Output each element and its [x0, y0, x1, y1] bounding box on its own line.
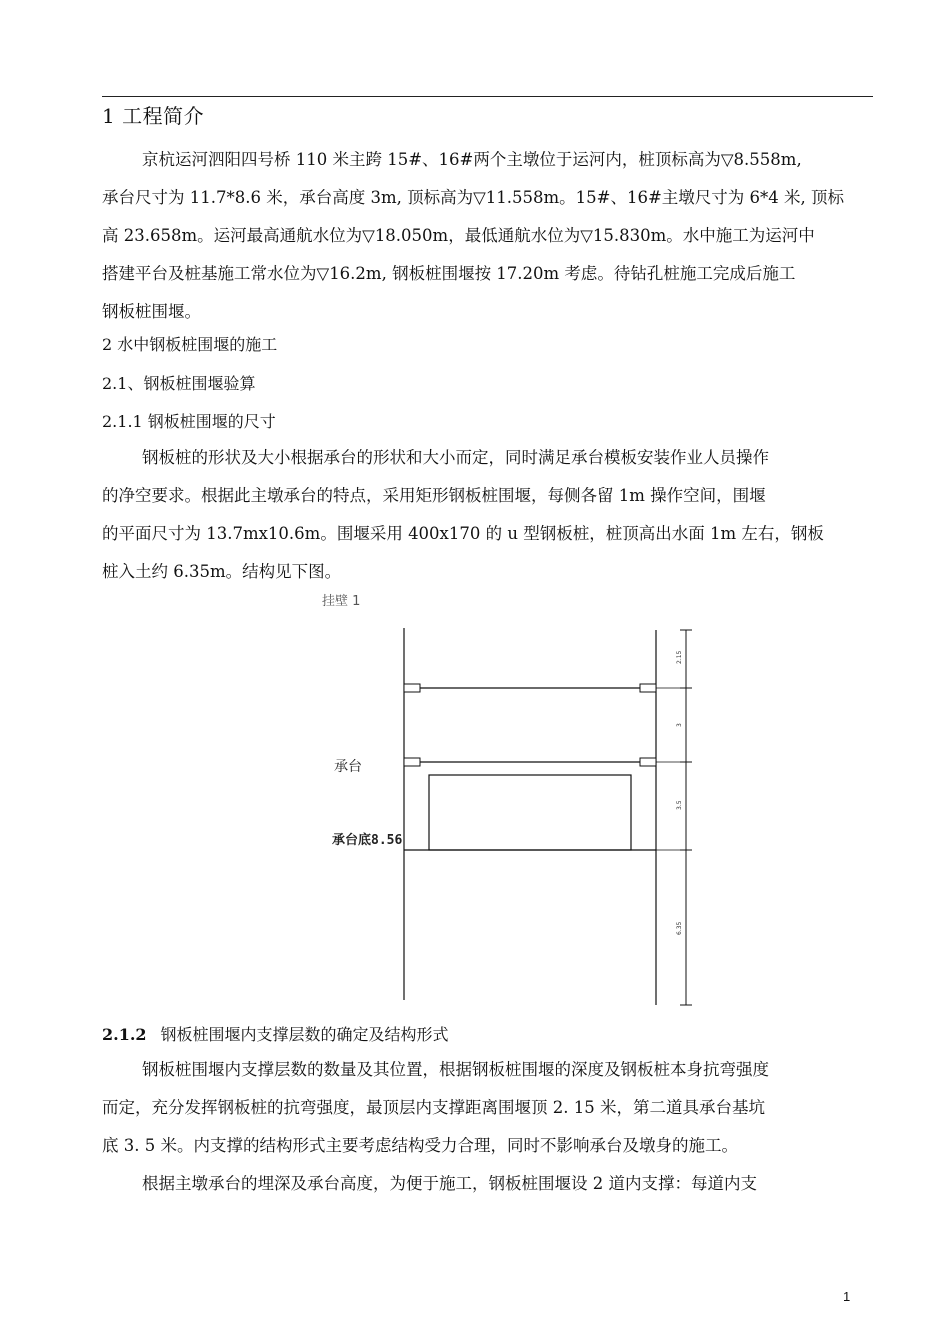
- dim-label: 3: [676, 723, 683, 727]
- section-2-1-1-paragraph: [102, 439, 872, 591]
- section-2-title: 2 水中钢板桩围堰的施工: [102, 335, 278, 354]
- section-2-1-2-title: [102, 1022, 449, 1045]
- text-line: 根据主墩承台的埋深及承台高度，为便于施工，钢板桩围堰设 2 道内支撑：每道内支: [142, 1174, 757, 1193]
- top-waler-right: [640, 684, 656, 692]
- page-number: 1: [843, 1289, 851, 1304]
- section-1-paragraph: [102, 141, 872, 331]
- text-line: 钢板桩围堰。: [102, 302, 201, 321]
- text-line: 京杭运河泗阳四号桥 110 米主跨 15#、16#两个主墩位于运河内，桩顶标高为▽8.558m,: [142, 150, 802, 169]
- text-line: 钢板桩的形状及大小根据承台的形状和大小而定，同时满足承台模板安装作业人员操作: [142, 448, 769, 467]
- header-rule: [102, 96, 873, 97]
- text-line: 承台尺寸为 11.7*8.6 米，承台高度 3m, 顶标高为▽11.558m。15#、16#主墩尺寸为 6*4 米, 顶标: [102, 188, 845, 207]
- text-line: 高 23.658m。运河最高通航水位为▽18.050m，最低通航水位为▽15.830m。水中施工为运河中: [102, 226, 815, 245]
- dim-label: 3.5: [676, 800, 683, 810]
- text-line: 而定，充分发挥钢板桩的抗弯强度，最顶层内支撑距离围堰顶 2. 15 米，第二道具承台基坑: [102, 1098, 765, 1117]
- text-line: 桩入土约 6.35m。结构见下图。: [102, 562, 342, 581]
- top-waler-left: [404, 684, 420, 692]
- dim-label: 2.15: [676, 650, 683, 664]
- pile-cap: [429, 775, 631, 850]
- section-2-1-2-paragraph: [102, 1051, 872, 1165]
- second-waler-left: [404, 758, 420, 766]
- text-line: 搭建平台及桩基施工常水位为▽16.2m, 钢板桩围堰按 17.20m 考虑。待钻孔桩施工完成后施工: [102, 264, 796, 283]
- section-2-1-1-title: 2.1.1 钢板桩围堰的尺寸: [102, 412, 276, 431]
- text-line: 的净空要求。根据此主墩承台的特点，采用矩形钢板桩围堰，每侧各留 1m 操作空间，围堰: [102, 486, 766, 505]
- figure-caption: 挂壁 1: [322, 594, 361, 609]
- text-line: 的平面尺寸为 13.7mx10.6m。围堰采用 400x170 的 u 型钢板桩，桩顶高出水面 1m 左右，钢板: [102, 524, 824, 543]
- text-line: 钢板桩围堰内支撑层数的数量及其位置，根据钢板桩围堰的深度及钢板桩本身抗弯强度: [142, 1060, 769, 1079]
- section-2-1-title: 2.1、钢板桩围堰验算: [102, 374, 256, 393]
- cap-label: 承台: [334, 759, 362, 775]
- section-1-title: 1 工程简介: [102, 104, 205, 128]
- section-2-1-2-paragraph-2: [102, 1165, 872, 1203]
- cofferdam-section-figure: [290, 590, 710, 1010]
- section-title-text: 钢板桩围堰内支撑层数的确定及结构形式: [160, 1025, 449, 1044]
- section-number: 2.1.2: [102, 1025, 147, 1044]
- second-waler-right: [640, 758, 656, 766]
- text-line: 底 3. 5 米。内支撑的结构形式主要考虑结构受力合理，同时不影响承台及墩身的施工。: [102, 1136, 738, 1155]
- cap-bottom-label: 承台底8.56: [332, 833, 403, 848]
- dim-label: 6.35: [676, 921, 683, 935]
